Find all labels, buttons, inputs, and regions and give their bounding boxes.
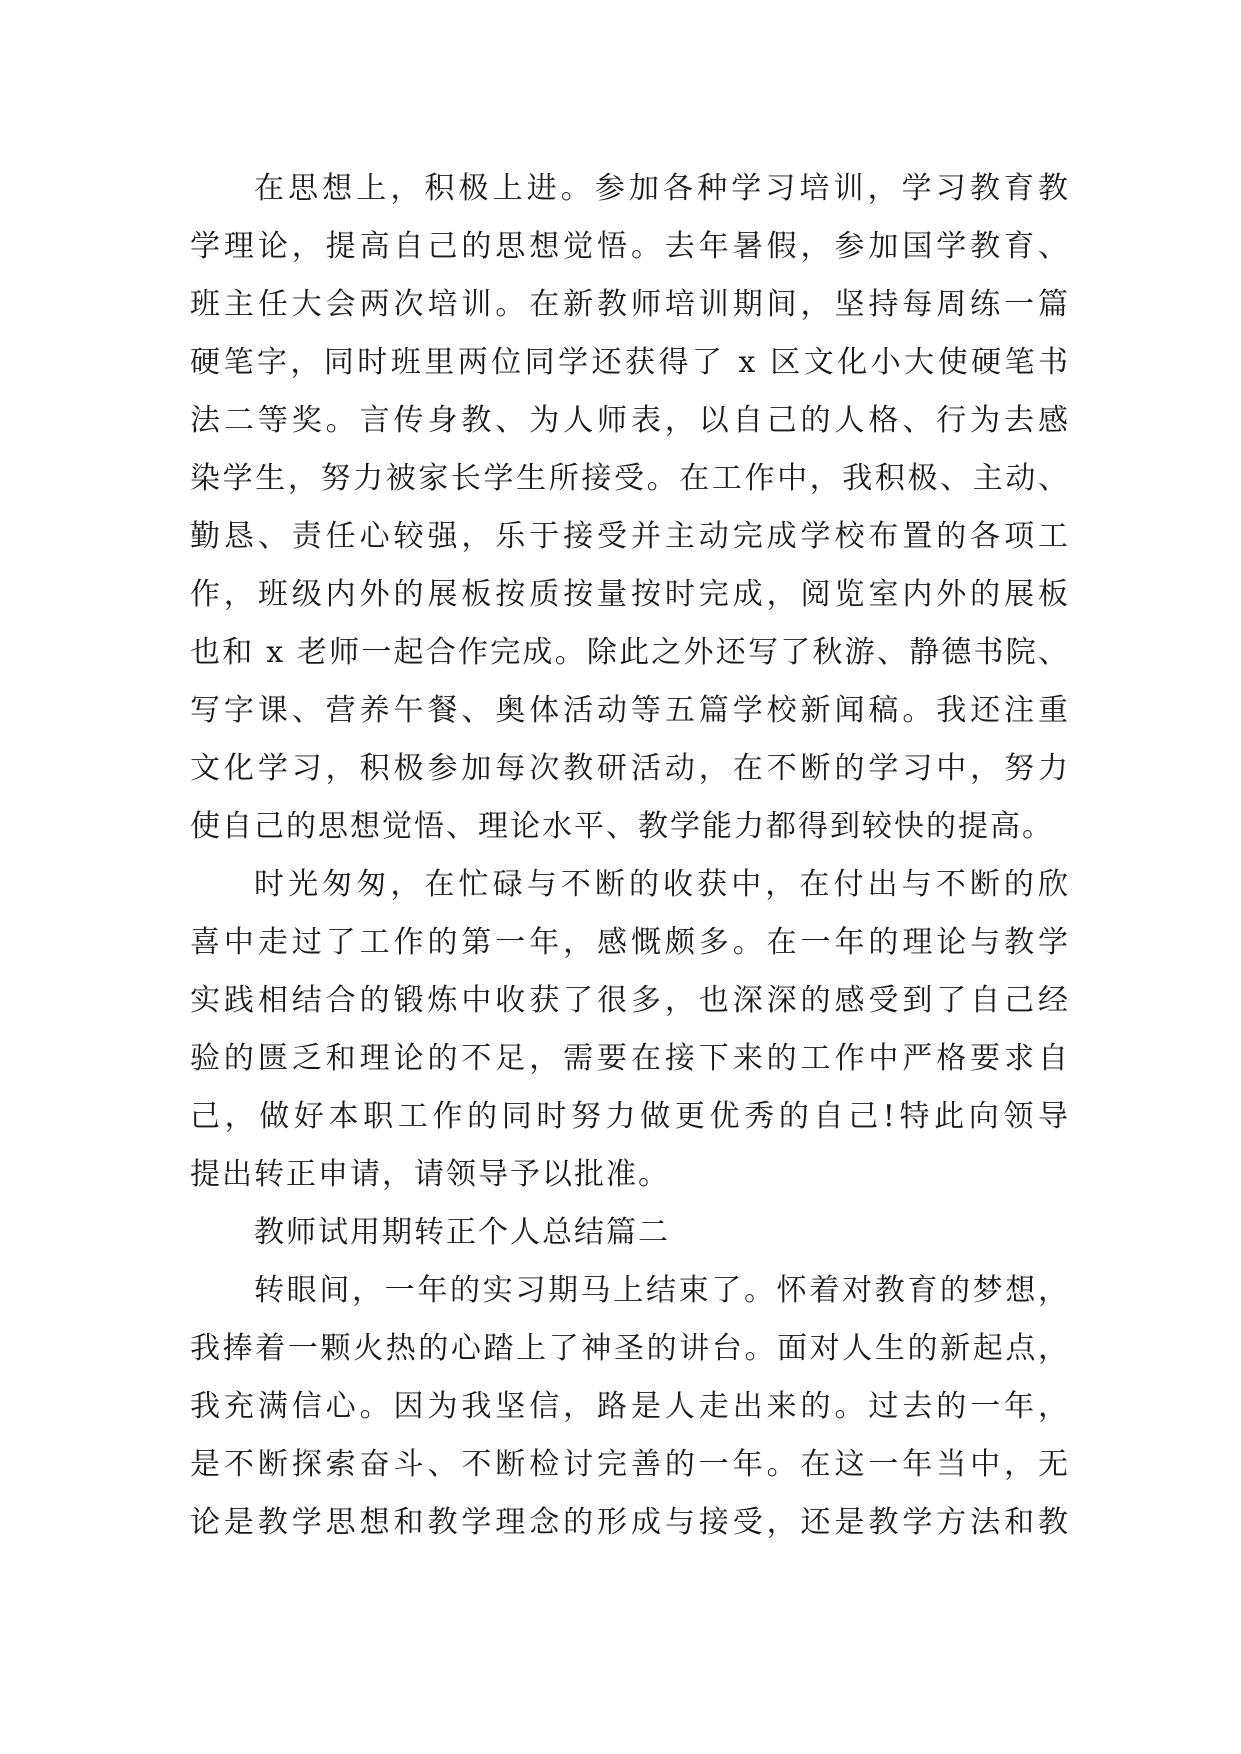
paragraph-3-line-2: 我捧着一颗火热的心踏上了神圣的讲台。面对人生的新起点， bbox=[190, 1331, 1070, 1366]
paragraph-1-line-12: 使自己的思想觉悟、理论水平、教学能力都得到较快的提高。 bbox=[190, 809, 1054, 844]
paragraph-2-line-4: 验的匮乏和理论的不足，需要在接下来的工作中严格要求自 bbox=[190, 1041, 1070, 1076]
paragraph-2-line-1: 时光匆匆，在忙碌与不断的收获中，在付出与不断的欣 bbox=[254, 867, 1070, 902]
paragraph-1-line-2: 学理论，提高自己的思想觉悟。去年暑假，参加国学教育、 bbox=[190, 229, 1070, 264]
paragraph-1-line-11: 文化学习，积极参加每次教研活动，在不断的学习中，努力 bbox=[190, 751, 1070, 786]
paragraph-2-line-5: 己，做好本职工作的同时努力做更优秀的自己!特此向领导 bbox=[190, 1099, 1070, 1134]
paragraph-3-line-4: 是不断探索奋斗、不断检讨完善的一年。在这一年当中，无 bbox=[190, 1447, 1070, 1482]
paragraph-2-line-3: 实践相结合的锻炼中收获了很多，也深深的感受到了自己经 bbox=[190, 983, 1070, 1018]
paragraph-1-line-8: 作，班级内外的展板按质按量按时完成，阅览室内外的展板 bbox=[190, 577, 1070, 612]
paragraph-1-line-6: 染学生，努力被家长学生所接受。在工作中，我积极、主动、 bbox=[190, 461, 1070, 496]
paragraph-2-line-2: 喜中走过了工作的第一年，感慨颇多。在一年的理论与教学 bbox=[190, 925, 1070, 960]
paragraph-3-line-1: 转眼间，一年的实习期马上结束了。怀着对教育的梦想， bbox=[254, 1273, 1070, 1308]
paragraph-1-line-3: 班主任大会两次培训。在新教师培训期间，坚持每周练一篇 bbox=[190, 287, 1070, 322]
paragraph-2-line-6: 提出转正申请，请领导予以批准。 bbox=[190, 1157, 670, 1192]
document-body bbox=[190, 160, 1070, 1552]
section-heading: 教师试用期转正个人总结篇二 bbox=[254, 1215, 670, 1250]
paragraph-1-line-4: 硬笔字，同时班里两位同学还获得了 x 区文化小大使硬笔书 bbox=[190, 345, 1070, 380]
paragraph-3-line-3: 我充满信心。因为我坚信，路是人走出来的。过去的一年， bbox=[190, 1389, 1070, 1424]
paragraph-3-line-5: 论是教学思想和教学理念的形成与接受，还是教学方法和教 bbox=[190, 1505, 1070, 1540]
paragraph-1-line-9: 也和 x 老师一起合作完成。除此之外还写了秋游、静德书院、 bbox=[190, 635, 1070, 670]
paragraph-1-line-1: 在思想上，积极上进。参加各种学习培训，学习教育教 bbox=[254, 171, 1070, 206]
paragraph-1-line-5: 法二等奖。言传身教、为人师表，以自己的人格、行为去感 bbox=[190, 403, 1070, 438]
paragraph-1-line-10: 写字课、营养午餐、奥体活动等五篇学校新闻稿。我还注重 bbox=[190, 693, 1070, 728]
paragraph-1-line-7: 勤恳、责任心较强，乐于接受并主动完成学校布置的各项工 bbox=[190, 519, 1070, 554]
